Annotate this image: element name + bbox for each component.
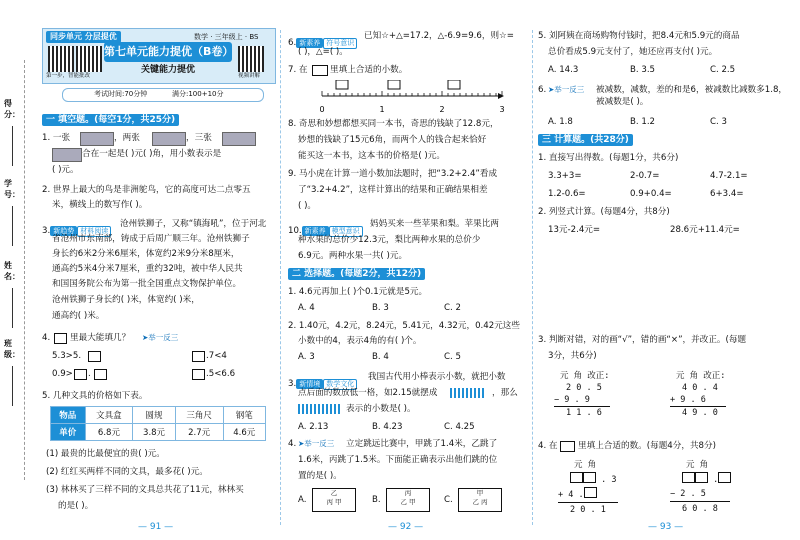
c3-option-b[interactable]: B. 4.23 xyxy=(372,422,403,432)
table-cell: 3.8元 xyxy=(133,424,175,441)
calc-op: − 2 . 5 xyxy=(670,487,730,502)
vertical-calc-2 xyxy=(670,370,760,419)
calc-result: 1 1 . 6 xyxy=(566,408,602,418)
c2-option-b[interactable]: B. 4 xyxy=(372,352,389,362)
q4-blank-3[interactable] xyxy=(74,369,87,380)
price-table xyxy=(50,406,266,441)
subject-label: 数学 · 三年级上 · BS xyxy=(194,33,259,41)
number-line-blank-3[interactable] xyxy=(448,80,460,89)
c3-tag-culture: 数学文化 xyxy=(323,379,357,390)
calc-result: 2 0 . 1 xyxy=(570,505,606,515)
c6-text: 被减数，减数，差的和是6，被减数比减数多1.8，被减数是( )。 xyxy=(596,85,788,107)
q9-text-b: 了“3.2+4.2”，这样计算出的结果和正确结果相差 xyxy=(298,185,488,195)
q6-text-a: 已知☆+△=17.2，△-6.9=9.6，则☆= xyxy=(364,31,514,41)
number-line xyxy=(318,80,508,116)
k1-item: 4.7-2.1= xyxy=(710,171,748,181)
q3-text-a: 沧州铁狮子，又称“镇海吼”，位于河北 xyxy=(120,219,267,229)
q7-number: 7. 在 xyxy=(288,65,308,75)
q5-sub-1: (1) 最贵的比最便宜的贵( )元。 xyxy=(46,449,165,459)
q10-tag-model: 模型意识 xyxy=(329,226,363,237)
c3-text-b: 点后面的数放低一格，如2.15就摆成 xyxy=(298,388,438,398)
number-line-blank-1[interactable] xyxy=(336,80,348,89)
q4-ineq-2: .7<4 xyxy=(206,351,227,361)
table-cell: 文具盒 xyxy=(85,407,133,424)
calc-result: 6 0 . 8 xyxy=(682,504,718,514)
q3-tags: 3. 新趋势 材料阅读 xyxy=(42,218,111,237)
binding-margin xyxy=(0,0,40,540)
c6-number: 6. xyxy=(538,85,547,95)
calc-top: 4 0 . 4 xyxy=(682,383,718,393)
fill-calc-2 xyxy=(670,458,750,516)
calc-top: . xyxy=(670,472,750,487)
q4-number: 4. xyxy=(42,333,51,343)
c5-text-a: 5. 刘阿姨在商场购物付钱时，把8.4元和5.9元的商品 xyxy=(538,31,740,41)
jump-label: 甲 xyxy=(476,489,484,497)
c4-number: 4. xyxy=(288,439,297,449)
exam-info-bar xyxy=(62,88,264,102)
q8-text-c: 能买这一本书，这本书的价格是( )元。 xyxy=(298,151,445,161)
axis-label-3: 3 xyxy=(499,105,505,114)
c5-option-c[interactable]: C. 2.5 xyxy=(710,65,736,75)
section-calculation: 三 计算题。(共28分) xyxy=(538,134,633,146)
c6-option-a[interactable]: A. 1.8 xyxy=(548,117,573,127)
q2-text-b: 米，横线上的数写作( )。 xyxy=(52,200,148,210)
jump-label: 乙 甲 xyxy=(400,498,416,506)
k4-box-icon xyxy=(560,441,575,452)
counting-rods-icon xyxy=(450,388,486,398)
page-91 xyxy=(42,28,274,533)
k1-item: 6+3.4= xyxy=(710,189,744,199)
q10-text-c: 6.9元。两种水果一共( )元。 xyxy=(298,251,408,261)
q3-text-b: 省沧州市东南部，铸成于后周广顺三年。沧州铁狮子 xyxy=(52,234,250,244)
q3-text-f: 沧州铁狮子身长约( )米，体宽约( )米， xyxy=(52,295,200,305)
unit-subtitle: 关键能力提优 xyxy=(140,65,195,75)
qr-code-right xyxy=(238,46,264,72)
series-label: 同步单元 分层提优 xyxy=(46,31,121,43)
c6-option-b[interactable]: B. 1.2 xyxy=(630,117,656,127)
c4-option-a-label[interactable]: A. xyxy=(298,495,307,505)
page-92 xyxy=(288,28,528,533)
c1-option-a[interactable]: A. 4 xyxy=(298,303,315,313)
page-93 xyxy=(538,28,794,533)
q4-extension-link[interactable]: ➤举一反三 xyxy=(142,333,179,342)
c3-option-c[interactable]: C. 4.25 xyxy=(444,422,475,432)
q1-text-b: ，两张 xyxy=(114,133,140,143)
price-table-header xyxy=(51,407,266,424)
c4-option-c-label[interactable]: C. xyxy=(444,495,453,505)
fill-blank[interactable] xyxy=(682,472,695,483)
counting-rods-icon-2 xyxy=(298,404,342,414)
k2-item-b: 28.6元+11.4元= xyxy=(670,225,740,235)
c2-text-a: 2. 1.40元，4.2元，8.24元，5.41元，4.32元，0.42元这些 xyxy=(288,321,520,331)
score-label: 得分： xyxy=(4,99,20,119)
q4-blank-2[interactable] xyxy=(192,351,205,362)
k3-text-a: 3. 判断对错，对的画“√”，错的画“×”，并改正。(每题 xyxy=(538,335,747,345)
q4-blank-5[interactable] xyxy=(192,369,205,380)
c4-option-b-image[interactable] xyxy=(386,488,430,512)
calc-head: 元 角 xyxy=(574,460,597,470)
c4-text-b: 1.6米，丙跳了1.5米。下面能正确表示出他们跳的位 xyxy=(298,455,498,465)
table-cell: 物品 xyxy=(51,407,86,424)
c6-extension-link[interactable]: ➤举一反三 xyxy=(548,85,585,94)
name-label: 姓名： xyxy=(4,261,20,281)
exam-score: 满分:100+10分 xyxy=(172,90,224,98)
q4-ineq-1a: 5.3>5. xyxy=(52,351,82,361)
axis-label-0: 0 xyxy=(319,105,325,114)
q4-ineq-3b: . xyxy=(88,369,91,379)
page-number-92: — 92 — xyxy=(388,522,424,532)
number-line-blank-2[interactable] xyxy=(388,80,400,89)
table-cell: 单价 xyxy=(51,424,86,441)
axis-label-2: 2 xyxy=(439,105,445,114)
c4-option-a-image[interactable] xyxy=(312,488,356,512)
table-cell: 4.6元 xyxy=(223,424,265,441)
jump-label: 乙 丙 xyxy=(472,498,488,506)
jump-label: 丙 xyxy=(404,489,412,497)
page-number-91: — 91 — xyxy=(138,522,174,532)
c4-text-a: 立定跳远比赛中，甲跳了1.4米，乙跳了 xyxy=(346,439,498,449)
jump-label: 丙 甲 xyxy=(326,498,342,506)
q8-text-b: 妙想的钱缺了15元6角，而两个人的钱合起来恰好 xyxy=(298,135,487,145)
k2-text: 2. 列竖式计算。(每题4分，共8分) xyxy=(538,207,670,217)
q10-text-a: 妈妈买来一些苹果和梨。苹果比两 xyxy=(370,219,499,229)
k1-item: 3.3+3= xyxy=(548,171,582,181)
qr-code-left-2 xyxy=(76,46,102,72)
q4-ineq-4: .5<6.6 xyxy=(206,369,236,379)
table-cell: 圆规 xyxy=(133,407,175,424)
vertical-calc-1 xyxy=(554,370,644,419)
calc-op: + 9 . 6 xyxy=(670,394,726,407)
q6-tags: 6. 新素养 符号意识 xyxy=(288,30,357,49)
q3-text-g: 通高约( )米。 xyxy=(52,311,105,321)
c5-text-b: 总价看成5.9元支付了，她还应再支付( )元。 xyxy=(548,47,718,57)
k1-item: 0.9+0.4= xyxy=(630,189,672,199)
c4-text-c: 置的是( )。 xyxy=(298,471,342,481)
k2-item-a: 13元-2.4元= xyxy=(548,225,601,235)
banknote-icon-1 xyxy=(80,132,114,146)
table-cell: 三角尺 xyxy=(175,407,223,424)
section-fill-blank: 一 填空题。(每空1分，共25分) xyxy=(42,114,179,126)
c1-text: 1. 4.6元再加上( )个0.1元就是5元。 xyxy=(288,287,428,297)
q3-text-e: 和国国务院公布为第一批全国重点文物保护单位。 xyxy=(52,279,242,289)
student-id-label: 学号： xyxy=(4,179,20,199)
q9-text-a: 9. 马小虎在计算一道小数加法题时，把“3.2+2.4”看成 xyxy=(288,169,498,179)
c2-option-a[interactable]: A. 3 xyxy=(298,352,315,362)
q2-text-a: 2. 世界上最大的鸟是非洲鸵鸟，它的高度可达二点零五 xyxy=(42,185,251,195)
section-choice: 二 选择题。(每题2分，共12分) xyxy=(288,268,425,280)
c3-option-a[interactable]: A. 2.13 xyxy=(298,422,329,432)
c6-option-c[interactable]: C. 3 xyxy=(710,117,727,127)
c5-option-a[interactable]: A. 14.3 xyxy=(548,65,579,75)
banknote-icon-3 xyxy=(222,132,256,146)
q5-sub-3a: (3) 林林买了三样不同的文具总共花了11元，林林买 xyxy=(46,485,244,495)
fill-blank[interactable] xyxy=(584,487,597,498)
c5-option-b[interactable]: B. 3.5 xyxy=(630,65,656,75)
q6-tag-symbol: 符号意识 xyxy=(323,38,357,49)
q6-text-b: ( )，△=( )。 xyxy=(298,47,348,57)
q3-text-c: 身长约6米2分米6厘米，体宽约2米9分米8厘米， xyxy=(52,249,240,259)
q10-tags: 10. 新素养 模型意识 xyxy=(288,218,363,237)
q5-text: 5. 几种文具的价格如下表。 xyxy=(42,391,148,401)
c4-option-b-label[interactable]: B. xyxy=(372,495,381,505)
q4-blank-1[interactable] xyxy=(88,351,101,362)
class-label: 班级： xyxy=(4,339,20,359)
calc-head: 元 角 改正: xyxy=(560,371,610,381)
qr-code-left xyxy=(48,46,74,72)
c3-text-a: 我国古代用小棒表示小数，就把小数 xyxy=(368,372,506,382)
calc-result: 4 9 . 0 xyxy=(682,408,718,418)
banknote-icon-2 xyxy=(152,132,186,146)
q8-text-a: 8. 奇思和妙想都想买同一本书，奇思的钱缺了12.8元， xyxy=(288,119,499,129)
c3-text-c: ，那么 xyxy=(492,388,518,398)
calc-head: 元 角 xyxy=(686,460,709,470)
q1-text-a: 1. 一张 xyxy=(42,133,71,143)
q5-sub-2: (2) 红红买两样不同的文具，最多花( )元。 xyxy=(46,467,208,477)
k4-text: 里填上合适的数。(每题4分，共8分) xyxy=(578,441,716,451)
calc-op: − 9 . 9 xyxy=(554,394,610,407)
q3-text-d: 通高约5米4分米7厘米，重约32吨，被中华人民共 xyxy=(52,264,243,274)
q4-ineq-3a: 0.9> xyxy=(52,369,73,379)
q5-sub-3b: 的是( )。 xyxy=(58,501,94,511)
banknote-icon-4 xyxy=(52,148,82,162)
q1-text-d: 合在一起是( )元( )角，用小数表示是 xyxy=(82,149,222,159)
c3-text-d: 表示的小数是( )。 xyxy=(346,404,416,414)
calc-head: 元 角 改正: xyxy=(676,371,726,381)
axis-label-1: 1 xyxy=(379,105,385,114)
fill-blank[interactable] xyxy=(718,472,731,483)
c3-tag: 新情境 xyxy=(296,379,323,389)
q4-text: 里最大能填几？ xyxy=(70,333,131,343)
k3-text-b: 3分，共6分) xyxy=(548,351,597,361)
q1-text-c: ，三张 xyxy=(186,133,212,143)
c1-option-c[interactable]: C. 2 xyxy=(444,303,461,313)
calc-op: + 4 . xyxy=(558,487,618,503)
fill-blank[interactable] xyxy=(570,472,583,483)
q1-text-e: ( )元。 xyxy=(52,165,79,175)
fill-blank[interactable] xyxy=(583,472,596,483)
q9-text-c: ( )。 xyxy=(298,201,317,211)
calc-top: 2 0 . 5 xyxy=(566,383,602,393)
c4-option-c-image[interactable] xyxy=(458,488,502,512)
k1-item: 1.2-0.6= xyxy=(548,189,586,199)
table-cell: 钢笔 xyxy=(223,407,265,424)
q7-box-icon xyxy=(312,65,328,76)
price-table-row xyxy=(51,424,266,441)
c2-option-c[interactable]: C. 5 xyxy=(444,352,461,362)
jump-label: 乙 xyxy=(330,489,338,497)
c1-option-b[interactable]: B. 3 xyxy=(372,303,389,313)
k1-item: 2-0.7= xyxy=(630,171,660,181)
q7-text: 里填上合适的小数。 xyxy=(330,65,408,75)
q3-tag-reading: 材料阅读 xyxy=(77,226,111,237)
q4-blank-4[interactable] xyxy=(94,369,107,380)
qr-left-caption: 第一步，智能批改 xyxy=(46,73,91,79)
q4-box-icon xyxy=(54,333,67,344)
page-number-93: — 93 — xyxy=(648,522,684,532)
fill-calc-1 xyxy=(558,458,638,517)
c3-tags: 3. 新情境 数学文化 xyxy=(288,371,357,390)
k1-text: 1. 直接写出得数。(每题1分，共6分) xyxy=(538,153,679,163)
table-cell: 6.8元 xyxy=(85,424,133,441)
unit-title: 第七单元能力提优（B卷） xyxy=(104,45,234,58)
q6-tag: 新素养 xyxy=(296,38,323,48)
qr-right-caption: 视频讲解 xyxy=(238,73,261,79)
c2-text-b: 小数中的4，表示4角的有( )个。 xyxy=(298,336,422,346)
fill-blank[interactable] xyxy=(695,472,708,483)
q10-tag: 新素养 xyxy=(302,226,329,236)
q3-tag-trend: 新趋势 xyxy=(50,226,77,236)
calc-top: . 3 xyxy=(558,472,638,487)
q10-text-b: 种水果的总价少12.3元，梨比两种水果的总价少 xyxy=(298,235,481,245)
k4-number: 4. 在 xyxy=(538,441,558,451)
table-cell: 2.7元 xyxy=(175,424,223,441)
exam-time: 考试时间:70分钟 xyxy=(94,90,148,98)
c4-extension-link[interactable]: ➤举一反三 xyxy=(298,439,335,448)
